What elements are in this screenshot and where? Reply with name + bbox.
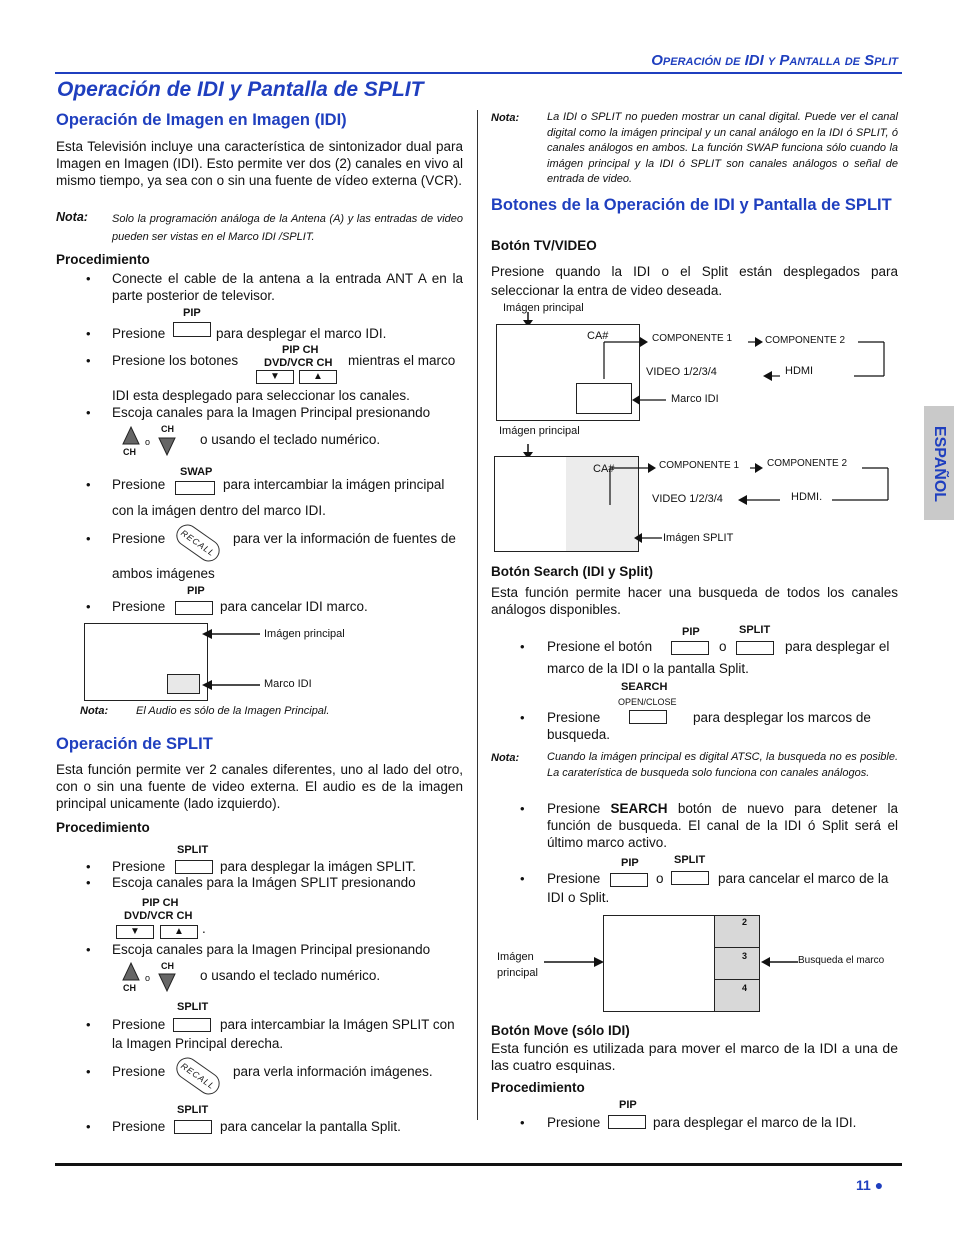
press-text: Presione (112, 1017, 166, 1032)
step-text: ambos imágenes (112, 566, 215, 581)
section-title-buttons: Botones de la Operación de IDI y Pantalla de SPLIT (491, 196, 892, 214)
step-text: para verla información imágenes. (233, 1064, 433, 1079)
input-cycle-arrows (600, 460, 890, 550)
section-title-pip: Operación de Imagen en Imagen (IDI) (56, 111, 347, 129)
bullet: • (86, 353, 91, 368)
swap-button[interactable] (175, 481, 215, 495)
pip-intro: Esta Televisión incluye una característica de sintonizador dual para Imagen en Imagen (IDI). Esto permite ver dos (2) canales en vivo al mismo tiempo, ya sea con o sin una fuente de vídeo externa (VCR). (56, 139, 463, 188)
bullet: • (86, 859, 91, 874)
input-label-video: VIDEO 1/2/3/4 (646, 366, 717, 378)
bullet: • (86, 271, 91, 286)
press-text: Presione (112, 1119, 166, 1134)
channel-label: CA# (587, 330, 609, 342)
split-intro: Esta función permite ver 2 canales diferentes, uno al lado del otro, con o sin una fuente de video externa. El audio es de la imagen principal unicamente (lado izquierdo). (56, 762, 463, 811)
search-text: Esta función permite hacer una busqueda de todos los canales análogos disponibles. (491, 585, 898, 617)
pip-label: PIP (621, 857, 639, 869)
ch-label: CH (161, 424, 174, 434)
procedure-heading: Procedimiento (56, 252, 150, 267)
press-text: Presione (112, 599, 166, 614)
dvd-vcr-ch-label: DVD/VCR CH (124, 910, 193, 922)
input-label-comp2: COMPONENTE 2 (765, 335, 846, 346)
recall-button[interactable]: RECALL (172, 1053, 224, 1099)
or-text: o (656, 871, 664, 886)
step-text: para cancelar IDI marco. (220, 599, 368, 614)
step-text: para desplegar la imágen SPLIT. (220, 859, 416, 874)
split-button[interactable] (736, 641, 774, 655)
or-text: o (719, 639, 727, 654)
page-title: Operación de IDI y Pantalla de SPLIT (57, 78, 424, 101)
channel-down-button[interactable]: ▼ (256, 370, 294, 384)
bullet: • (520, 801, 525, 816)
pip-label: PIP (187, 585, 205, 597)
input-label-comp1: COMPONENTE 1 (659, 460, 740, 471)
search-thumb (714, 915, 760, 948)
bullet: • (86, 599, 91, 614)
move-heading: Botón Move (sólo IDI) (491, 1023, 630, 1038)
diagram-label-main: Imágen principal (499, 425, 580, 437)
footer-rule (55, 1163, 902, 1166)
step-text: marco de la IDI o la pantalla Split. (547, 661, 749, 676)
running-header: Operación de IDI y Pantalla de Split (651, 52, 898, 69)
step-text: para desplegar el marco IDI. (216, 326, 387, 341)
press-text: Presione (547, 710, 601, 725)
step-text: Escoja canales para la Imagen Principal presionando (112, 942, 431, 957)
period: . (202, 921, 206, 936)
note-label: Nota: (80, 705, 109, 717)
note-label: Nota: (491, 752, 520, 764)
step-connect: Conecte el cable de la antena a la entrada ANT A en la parte posterior de televisor. (112, 271, 463, 303)
search-word: SEARCH (610, 801, 668, 816)
step-text: para cancelar el marco de la (718, 871, 889, 886)
diagram-label-main: Imágen principal (503, 302, 584, 314)
step-text: IDI o Split. (547, 890, 610, 905)
or-label: o (145, 437, 151, 447)
press-text: Presione (112, 326, 166, 341)
step-text: para desplegar el marco de la IDI. (653, 1115, 857, 1130)
step-text: con la imágen dentro del marco IDI. (112, 503, 326, 518)
bullet: • (86, 1017, 91, 1032)
pip-label: PIP (682, 626, 700, 638)
channel-down-button[interactable]: ▼ (116, 925, 154, 939)
step-text: para cancelar la pantalla Split. (220, 1119, 401, 1134)
input-cycle-arrows (600, 334, 890, 414)
step-text: para intercambiar la Imágen SPLIT con (220, 1017, 455, 1032)
split-label: SPLIT (177, 1001, 209, 1013)
press-text: Presione (112, 859, 166, 874)
bullet: • (520, 871, 525, 886)
pip-ch-label: PIP CH (142, 897, 179, 909)
press-text: Presione (547, 871, 601, 886)
bullet: • (520, 1115, 525, 1130)
page-number: 11 ● (856, 1177, 884, 1193)
split-label: SPLIT (674, 854, 706, 866)
recall-button[interactable]: RECALL (172, 520, 224, 566)
arrow-icon (760, 955, 800, 969)
pip-button[interactable] (608, 1115, 646, 1129)
tvvideo-heading: Botón TV/VIDEO (491, 238, 597, 253)
diagram-label-main: Imágen principal (264, 628, 345, 640)
split-button[interactable] (174, 1120, 212, 1134)
header-rule (55, 72, 902, 74)
bullet: • (86, 477, 91, 492)
keypad-text: o usando el teclado numérico. (200, 432, 381, 447)
split-label: SPLIT (177, 1104, 209, 1116)
step-text: Presione los botones (112, 353, 239, 368)
input-label-hdmi: HDMI (785, 365, 814, 377)
input-label-comp1: COMPONENTE 1 (652, 333, 733, 344)
pip-button[interactable] (610, 873, 648, 887)
step-text: busqueda. (547, 727, 611, 742)
frame-label: Marco IDI (671, 393, 719, 405)
pip-button[interactable] (175, 601, 213, 615)
tvvideo-text: Presione quando la IDI o el Split están desplegados para seleccionar la entra de video deseada. (491, 264, 898, 298)
step-text: para desplegar los marcos de (693, 710, 871, 725)
diagram-label-main: Imágen (497, 951, 534, 963)
note-label: Nota: (56, 210, 88, 224)
arrow-icon (200, 626, 265, 696)
pip-button[interactable] (671, 641, 709, 655)
arrow-icon (544, 955, 606, 969)
pip-label: PIP (619, 1099, 637, 1111)
step-text: IDI esta desplegado para seleccionar los canales. (112, 388, 410, 403)
step-text: la Imagen Principal derecha. (112, 1036, 284, 1051)
search-thumb (714, 979, 760, 1012)
note-label: Nota: (491, 112, 520, 124)
procedure-heading: Procedimiento (491, 1080, 585, 1095)
diagram-label-frame: Marco IDI (264, 678, 312, 690)
channel-label: CA# (593, 463, 615, 475)
step-text-part: botón de nuevo para detener la función de busqueda. El canal de la IDI ó Split será el último marco activo. (547, 801, 898, 850)
move-text: Esta función es utilizada para mover el marco de la IDI a una de las cuatro esquinas. (491, 1040, 898, 1073)
step-text: Presione el botón (547, 639, 653, 654)
search-thumb (714, 947, 760, 980)
diagram-label-main: principal (497, 967, 538, 979)
pip-ch-label: PIP CH (282, 344, 319, 356)
thumb-number: 3 (742, 951, 748, 961)
bullet: • (520, 639, 525, 654)
step-text: Escoja canales para la Imágen SPLIT presionando (112, 875, 416, 890)
thumb-number: 2 (742, 917, 748, 927)
step-text: mientras el marco (348, 353, 456, 368)
column-divider (477, 110, 478, 1120)
split-label: SPLIT (177, 844, 209, 856)
search-label: SEARCH (621, 681, 668, 693)
bullet: • (86, 1064, 91, 1079)
channel-up-button[interactable]: ▲ (299, 370, 337, 384)
input-label-video: VIDEO 1/2/3/4 (652, 493, 723, 505)
step-text (547, 800, 898, 851)
pip-label: PIP (183, 307, 201, 319)
input-label-hdmi: HDMI. (791, 491, 823, 503)
bullet: • (86, 326, 91, 341)
split-button[interactable] (175, 860, 213, 874)
split-label: Imágen SPLIT (663, 532, 734, 544)
step-text: para ver la información de fuentes de (233, 531, 456, 546)
section-title-split: Operación de SPLIT (56, 735, 213, 753)
press-text: Presione (112, 531, 166, 546)
bullet: • (86, 1119, 91, 1134)
swap-label: SWAP (180, 466, 213, 478)
digital-note: La IDI o SPLIT no pueden mostrar un canal digital. Puede ver el canal digital como la imágen principal y un canal análogo en la IDI ó SPLIT, ó canales análogos en ambos. La función SWAP funciona sólo cuando la imágen principal y la IDI ó SPLIT son canales análogos o señal de entrada de video. (547, 111, 898, 186)
dvd-vcr-ch-label: DVD/VCR CH (264, 357, 333, 369)
press-text: Presione (547, 1115, 601, 1130)
procedure-heading: Procedimiento (56, 820, 150, 835)
step-text-part: Presione (547, 801, 611, 816)
step-text: para desplegar el (785, 639, 890, 654)
or-label: o (145, 973, 151, 983)
bullet: • (86, 942, 91, 957)
channel-up-button[interactable]: ▲ (160, 925, 198, 939)
pip-diagram-frame (167, 674, 200, 694)
bullet: • (86, 405, 91, 420)
split-button[interactable] (671, 871, 709, 885)
search-heading: Botón Search (IDI y Split) (491, 564, 654, 579)
search-button[interactable] (629, 710, 667, 724)
audio-note: El Audio es sólo de la Imagen Principal. (136, 705, 330, 717)
press-text: Presione (112, 477, 166, 492)
search-note: Cuando la imágen principal es digital ATSC, la busqueda no es posible. La caraterística de busqueda solo funciona con canales análogos. (547, 751, 898, 779)
bullet: • (86, 875, 91, 890)
bullet: • (520, 710, 525, 725)
thumb-number: 4 (742, 983, 748, 993)
search-frame-label: Busqueda el marco (798, 955, 885, 966)
ch-label: CH (161, 961, 174, 971)
pip-note: Solo la programación análoga de la Antena (A) y las entradas de video pueden ser vistas en el Marco IDI /SPLIT. (112, 213, 463, 243)
ch-label: CH (123, 447, 136, 457)
pip-button[interactable] (173, 322, 211, 337)
open-close-label: OPEN/CLOSE (618, 697, 677, 707)
bullet: • (86, 531, 91, 546)
ch-label: CH (123, 983, 136, 993)
step-text: Escoja canales para la Imagen Principal presionando (112, 405, 431, 420)
side-tab-label: ESPAÑOL (931, 425, 948, 503)
input-label-comp2: COMPONENTE 2 (767, 458, 848, 469)
split-button[interactable] (173, 1018, 211, 1032)
split-label: SPLIT (739, 624, 771, 636)
press-text: Presione (112, 1064, 166, 1079)
keypad-text: o usando el teclado numérico. (200, 968, 381, 983)
step-text: para intercambiar la imágen principal (223, 477, 445, 492)
